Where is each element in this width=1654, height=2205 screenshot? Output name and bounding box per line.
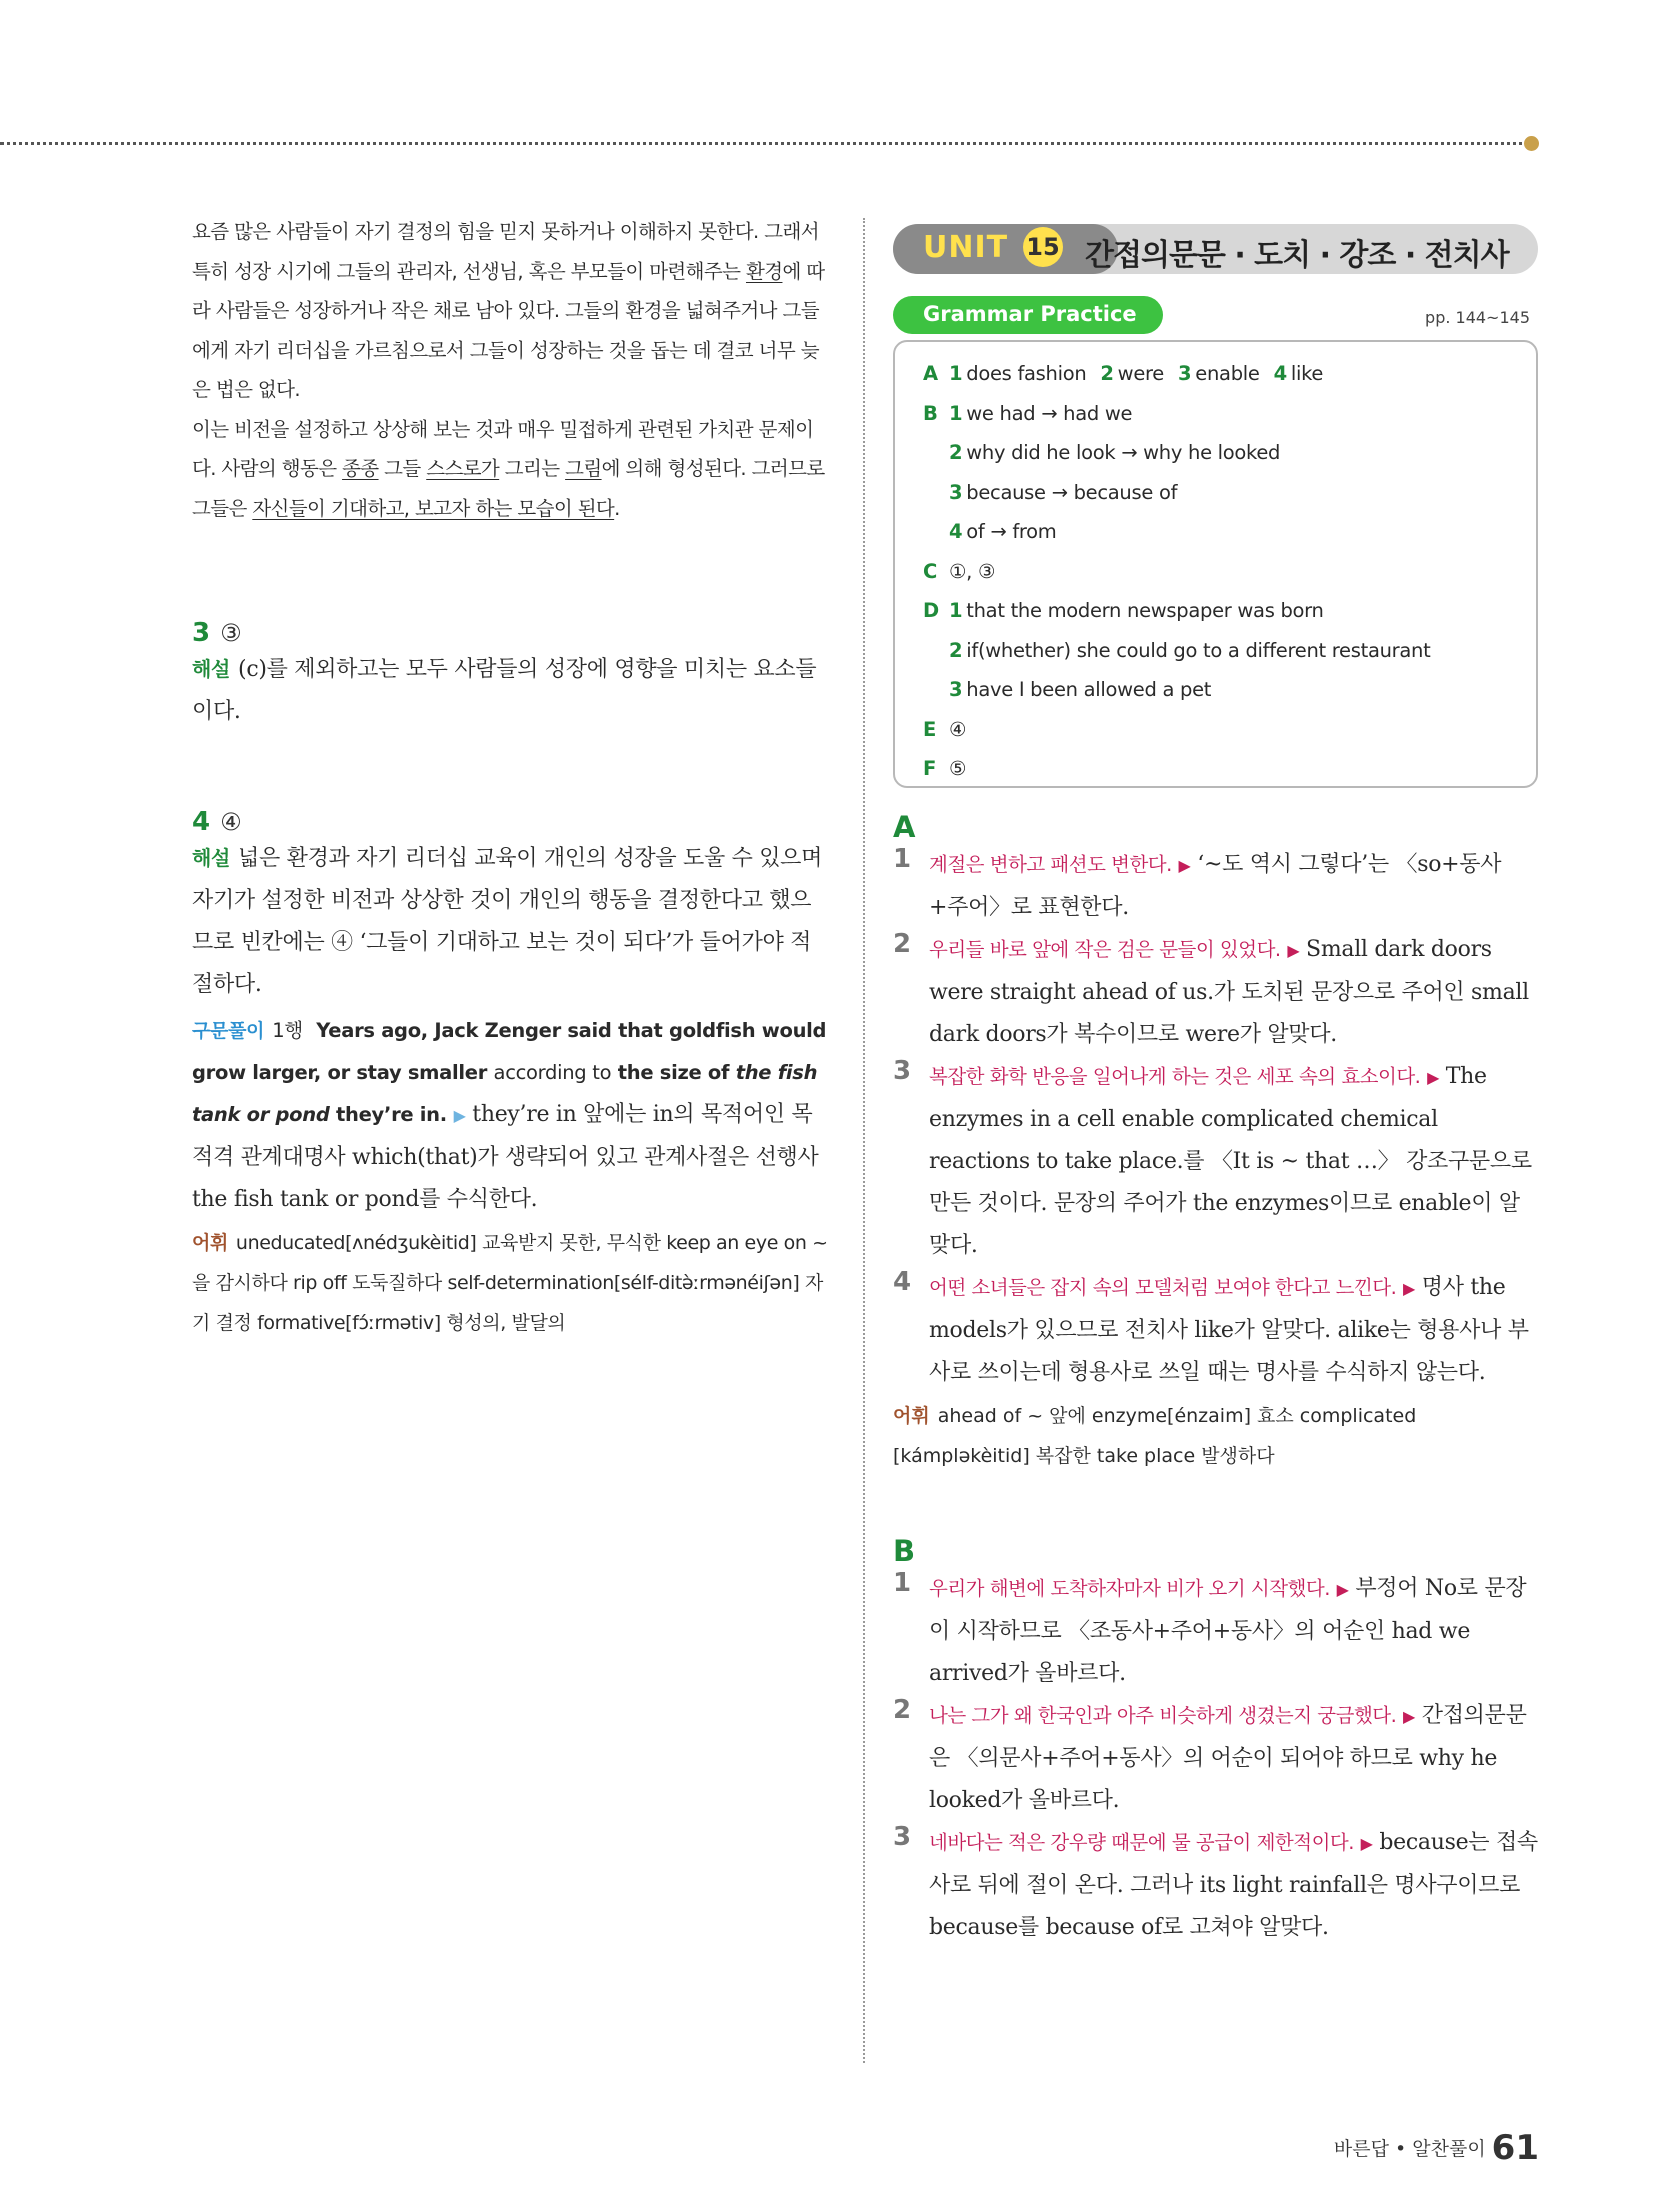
page-number: 61 (1491, 2128, 1539, 2168)
practice-item-answer: like (1290, 362, 1324, 385)
footer-label: 바른답 • 알찬풀이 (1333, 2138, 1486, 2160)
arrow-icon: ▶ (1178, 856, 1191, 875)
arrow-icon: ▶ (1360, 1834, 1373, 1853)
explanation: because는 접속사로 뒤에 절이 온다. 그러나 its light rainfall은 명사구이므로 because를 because of로 고쳐야 알맞다. (929, 1830, 1538, 1940)
practice-row (923, 473, 1536, 513)
practice-item-number: 4 (949, 520, 963, 543)
practice-item-answer: ④ (949, 717, 967, 741)
korean-translation: 계절은 변하고 패션도 변한다. (929, 853, 1172, 876)
practice-item-answer: if(whether) she could go to a different restaurant (966, 638, 1431, 662)
grammar-practice-label: Grammar Practice (923, 302, 1137, 326)
passage-translation-2: 이는 비전을 설정하고 상상해 보는 것과 매우 밀접하게 관련된 가치관 문제이다. 사람의 행동은 종종 그들 스스로가 그리는 그림에 의해 형성된다. 그러므로 그들은 자신들이 기대하고, 보고자 하는 모습이 된다. (192, 417, 825, 520)
practice-row (923, 512, 1536, 552)
practice-item-number: 3 (949, 480, 963, 504)
practice-row (923, 433, 1536, 473)
explanation-item (893, 929, 1538, 1056)
unit-number-badge: 15 (1023, 227, 1063, 267)
explanation-item-text (929, 1695, 1538, 1822)
grammar-practice-pages: pp. 144~145 (1425, 308, 1530, 327)
practice-row-key: B (923, 401, 938, 425)
practice-item-answer: why did he look → why he looked (966, 441, 1281, 464)
explanation: The enzymes in a cell enable complicated chemical reactions to take place.를 〈It is ~ that …〉 강조구문으로 만든 것이다. 문장의 주어가 the enzymes이므로 enable이 알맞다. (929, 1064, 1532, 1258)
explanation: ‘~도 역시 그렇다’는 〈so+동사+주어〉로 표현한다. (929, 852, 1502, 920)
practice-item-answer: of → from (966, 520, 1057, 543)
explanation-item-text (929, 1056, 1538, 1267)
explanation: Small dark doors were straight ahead of us.가 도치된 문장으로 주어인 small dark doors가 복수이므로 were가 알맞다. (929, 937, 1529, 1047)
top-dotted-rule (0, 142, 1530, 145)
practice-row (923, 710, 1536, 750)
arrow-icon: ▶ (1427, 1068, 1440, 1087)
practice-item-answer: have I been allowed a pet (966, 678, 1212, 701)
arrow-icon: ▶ (1403, 1279, 1416, 1298)
question-4-vocabulary: 어휘 uneducated[ʌnédʒukèitid] 교육받지 못한, 무식한 keep an eye on ~을 감시하다 rip off 도둑질하다 self-determination[sélf-ditə̀ːrmənéiʃən] 자기 결정 formative[fɔ́ːrmətiv] 형성의, 발달의 (192, 1232, 828, 1334)
explanation-item-text (929, 1822, 1538, 1949)
top-rule-dot-icon (1524, 136, 1539, 151)
unit-title: 간접의문문 · 도치 · 강조 · 전치사 (1085, 238, 1509, 273)
explanation: 간접의문문은 〈의문사+주어+동사〉의 어순이 되어야 하므로 why he looked가 올바르다. (929, 1703, 1527, 1813)
section-a-vocabulary: 어휘 ahead of ~ 앞에 enzyme[énzaim] 효소 complicated [kámpləkèitid] 복잡한 take place 발생하다 (893, 1405, 1417, 1467)
arrow-icon: ▶ (453, 1106, 466, 1125)
left-column (192, 212, 832, 1343)
korean-translation: 어떤 소녀들은 잡지 속의 모델처럼 보여야 한다고 느낀다. (929, 1276, 1397, 1299)
practice-item-answer: enable (1195, 362, 1260, 385)
explanation-item-number: 2 (893, 1695, 912, 1725)
practice-item-number: 2 (949, 441, 963, 464)
arrow-icon: ▶ (1287, 941, 1300, 960)
practice-row-key: D (923, 599, 939, 622)
practice-item-number: 1 (949, 401, 963, 425)
korean-translation: 나는 그가 왜 한국인과 아주 비슷하게 생겼는지 궁금했다. (929, 1704, 1397, 1727)
practice-row-key: E (923, 717, 937, 741)
section-b-items (893, 1568, 1538, 1949)
explanation-item (893, 844, 1538, 929)
section-b-title: B (893, 1534, 916, 1568)
practice-item-number: 2 (1100, 362, 1114, 385)
page-footer (1334, 2128, 1539, 2168)
question-4-explanation: 해설 넓은 환경과 자기 리더십 교육이 개인의 성장을 도울 수 있으며 자기가 설정한 비전과 상상한 것이 개인의 행동을 결정한다고 했으므로 빈칸에는 ④ ‘그들이 기대하고 보는 것이 되다’가 들어가야 적절하다. (192, 846, 823, 997)
practice-item-number: 3 (1178, 362, 1192, 385)
practice-item-number: 3 (949, 678, 963, 701)
practice-item-number: 4 (1273, 362, 1287, 385)
practice-row (923, 552, 1536, 592)
explanation-item (893, 1822, 1538, 1949)
explanation-item (893, 1695, 1538, 1822)
korean-translation: 우리가 해변에 도착하자마자 비가 오기 시작했다. (929, 1577, 1330, 1600)
explanation-item (893, 1056, 1538, 1267)
unit-banner (893, 222, 1538, 276)
practice-item-answer: that the modern newspaper was born (966, 599, 1324, 622)
question-3-heading: 3 ③ (192, 618, 242, 648)
practice-item-answer: we had → had we (966, 401, 1133, 425)
explanation: 부정어 No로 문장이 시작하므로 〈조동사+주어+동사〉의 어순인 had we arrived가 올바르다. (929, 1576, 1527, 1686)
explanation-item-number: 3 (893, 1822, 912, 1852)
practice-item-number: 2 (949, 638, 963, 662)
explanation-item-text (929, 929, 1538, 1056)
explanation-item-number: 3 (893, 1056, 912, 1086)
practice-item-answer: does fashion (966, 362, 1087, 385)
practice-item-number: 1 (949, 362, 963, 385)
explanation-item-text (929, 1267, 1538, 1394)
section-a-items (893, 844, 1538, 1394)
practice-row (923, 394, 1536, 434)
practice-item-answer: ①, ③ (949, 559, 996, 583)
explanation-item (893, 1267, 1538, 1394)
explanation-item-text (929, 844, 1538, 929)
korean-translation: 복잡한 화학 반응을 일어나게 하는 것은 세포 속의 효소이다. (929, 1065, 1421, 1088)
practice-item-answer: because → because of (966, 480, 1178, 504)
arrow-icon: ▶ (1336, 1580, 1349, 1599)
unit-label: UNIT (923, 230, 1009, 265)
explanation-item-text (929, 1568, 1538, 1695)
explanation-item-number: 1 (893, 844, 912, 874)
passage-translation-1: 요즘 많은 사람들이 자기 결정의 힘을 믿지 못하거나 이해하지 못한다. 그래서 특히 성장 시기에 그들의 관리자, 선생님, 혹은 부모들이 마련해주는 환경에 따라 사람들은 성장하거나 작은 채로 남아 있다. 그들의 환경을 넓혀주거나 그들에게 자기 리더십을 가르침으로서 그들이 성장하는 것을 돕는 데 결코 너무 늦은 법은 없다. (192, 220, 825, 401)
question-4-grammar-note: 구문풀이 1행 Years ago, Jack Zenger said that goldfish would grow larger, or stay smaller according to the size of the fish tank or pond they’re in. ▶ they’re in 앞에는 in의 목적어인 목적격 관계대명사 which(that)가 생략되어 있고 관계사절은 선행사 the fish tank or pond를 수식한다. (192, 1019, 827, 1212)
right-column (893, 222, 1538, 1949)
grammar-practice-answer-box (893, 340, 1538, 788)
question-3-explanation: 해설 (c)를 제외하고는 모두 사람들의 성장에 영향을 미치는 요소들이다. (192, 657, 817, 724)
arrow-icon: ▶ (1403, 1707, 1416, 1726)
explanation-item-number: 4 (893, 1267, 912, 1297)
explanation-item-number: 1 (893, 1568, 912, 1598)
practice-row (923, 631, 1536, 671)
practice-row-key: F (923, 757, 937, 780)
practice-row-key: A (923, 362, 938, 385)
practice-item-answer: were (1117, 362, 1165, 385)
explanation-item-number: 2 (893, 929, 912, 959)
explanation: 명사 the models가 있으므로 전치사 like가 알맞다. alike는 형용사나 부사로 쓰이는데 형용사로 쓰일 때는 명사를 수식하지 않는다. (929, 1275, 1529, 1385)
grammar-practice-header (893, 296, 1538, 326)
explanation-item (893, 1568, 1538, 1695)
practice-row (923, 591, 1536, 631)
section-a-title: A (893, 810, 916, 844)
practice-row (923, 749, 1536, 789)
practice-row (923, 670, 1536, 710)
practice-item-number: 1 (949, 599, 963, 622)
practice-row (923, 354, 1536, 394)
column-divider (863, 218, 865, 2063)
practice-row-key: C (923, 559, 938, 583)
question-4-heading: 4 ④ (192, 807, 242, 837)
korean-translation: 네바다는 적은 강우량 때문에 물 공급이 제한적이다. (929, 1831, 1354, 1854)
korean-translation: 우리들 바로 앞에 작은 검은 문들이 있었다. (929, 938, 1281, 961)
practice-item-answer: ⑤ (949, 757, 967, 780)
